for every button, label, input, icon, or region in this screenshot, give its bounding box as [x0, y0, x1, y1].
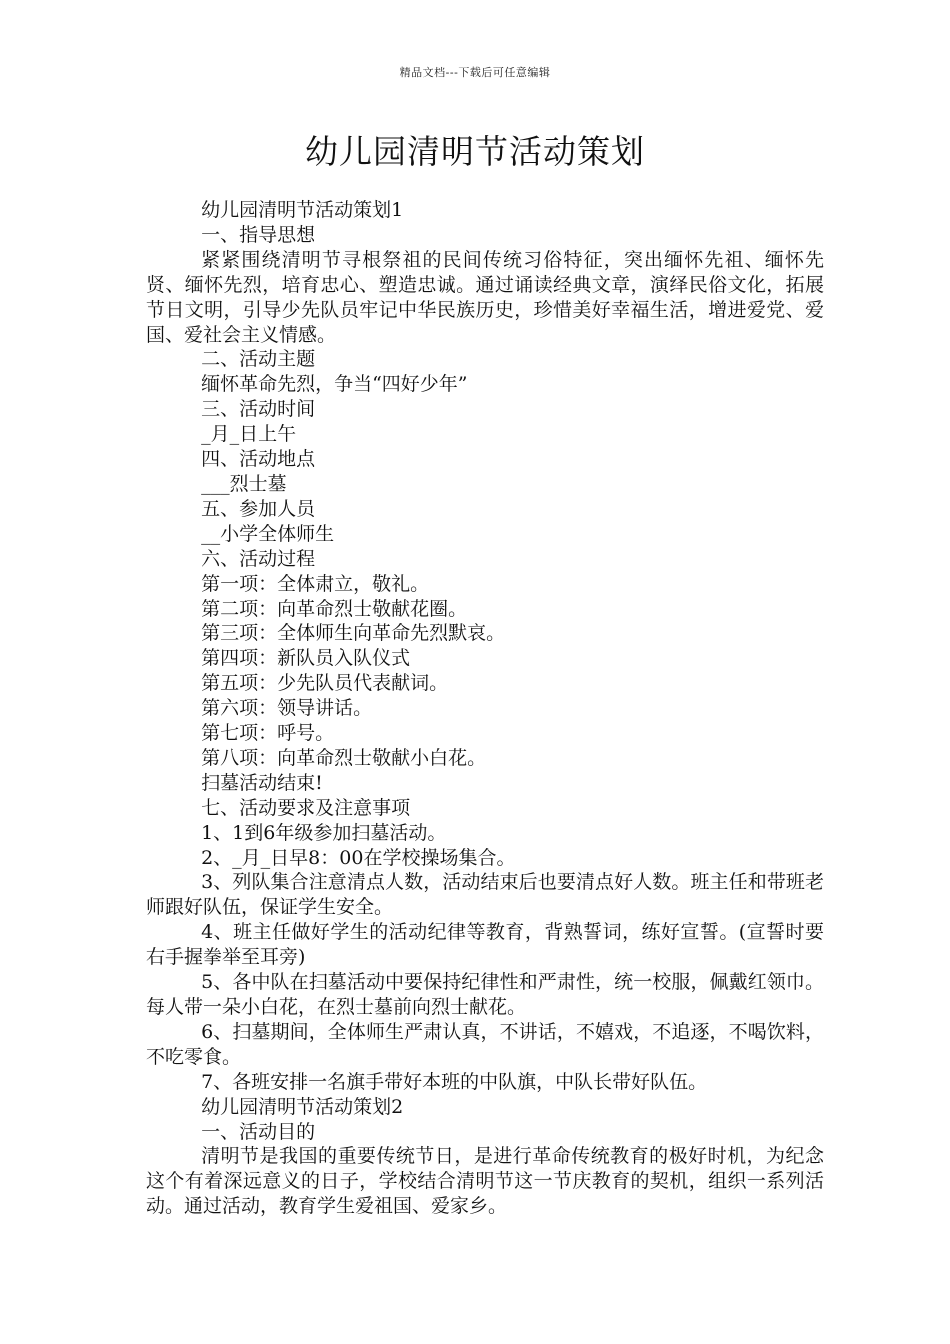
list-item: 第二项：向革命烈士敬献花圈。: [201, 597, 468, 620]
list-item: 4、班主任做好学生的活动纪律等教育，背熟誓词，练好宣誓。(宣誓时要右手握拳举至耳旁): [146, 921, 824, 969]
list-item: 第三项：全体师生向革命先烈默哀。: [201, 622, 506, 645]
list-item: 2、_月_日早8：00在学校操场集合。: [201, 846, 516, 869]
body-paragraph: 扫墓活动结束!: [201, 771, 323, 794]
subsection-heading: 五、参加人员: [201, 497, 316, 520]
subsection-heading: 二、活动主题: [201, 348, 316, 371]
subsection-heading: 一、指导思想: [201, 223, 316, 246]
section-heading: 幼儿园清明节活动策划1: [201, 199, 404, 221]
list-item: 3、列队集合注意清点人数，活动结束后也要清点好人数。班主任和带班老师跟好队伍，保证学生安全。: [146, 871, 824, 919]
body-paragraph: 紧紧围绕清明节寻根祭祖的民间传统习俗特征，突出缅怀先祖、缅怀先贤、缅怀先烈，培育忠心、塑造忠诚。通过诵读经典文章，演绎民俗文化，拓展节日文明，引导少先队员牢记中华民族历史，珍惜美好幸福生活，增进爱党、爱国、爱社会主义情感。: [146, 248, 824, 346]
body-paragraph: __小学全体师生: [201, 522, 335, 545]
document-title: 幼儿园清明节活动策划: [305, 132, 645, 171]
list-item: 第一项：全体肃立，敬礼。: [201, 572, 430, 595]
list-item: 第七项：呼号。: [201, 722, 335, 745]
list-item: 第五项：少先队员代表献词。: [201, 672, 449, 695]
body-paragraph: 缅怀革命先烈，争当“四好少年”: [201, 373, 468, 396]
body-paragraph: ___烈士墓: [201, 472, 287, 495]
list-item: 第八项：向革命烈士敬献小白花。: [201, 746, 487, 769]
list-item: 1、1到6年级参加扫墓活动。: [201, 821, 447, 844]
list-item: 7、各班安排一名旗手带好本班的中队旗，中队长带好队伍。: [201, 1070, 708, 1093]
body-paragraph: _月_日上午: [201, 423, 297, 446]
section-heading: 幼儿园清明节活动策划2: [201, 1095, 404, 1118]
list-item: 第六项：领导讲话。: [201, 697, 373, 720]
list-item: 第四项：新队员入队仪式: [201, 647, 411, 670]
body-paragraph: 清明节是我国的重要传统节日，是进行革命传统教育的极好时机，为纪念这个有着深远意义的日子，学校结合清明节这一节庆教育的契机，组织一系列活动。通过活动，教育学生爱祖国、爱家乡。: [146, 1145, 824, 1218]
list-item: 6、扫墓期间，全体师生严肃认真，不讲话，不嬉戏，不追逐，不喝饮料，不吃零食。: [146, 1020, 824, 1068]
page-header-note: 精品文档---下载后可任意编辑: [399, 66, 551, 79]
subsection-heading: 七、活动要求及注意事项: [201, 796, 411, 819]
subsection-heading: 四、活动地点: [201, 448, 316, 471]
subsection-heading: 三、活动时间: [201, 398, 316, 421]
subsection-heading: 六、活动过程: [201, 547, 316, 570]
subsection-heading: 一、活动目的: [201, 1120, 316, 1143]
list-item: 5、各中队在扫墓活动中要保持纪律性和严肃性，统一校服，佩戴红领巾。每人带一朵小白花，在烈士墓前向烈士献花。: [146, 971, 824, 1018]
document-body: [146, 198, 824, 1219]
